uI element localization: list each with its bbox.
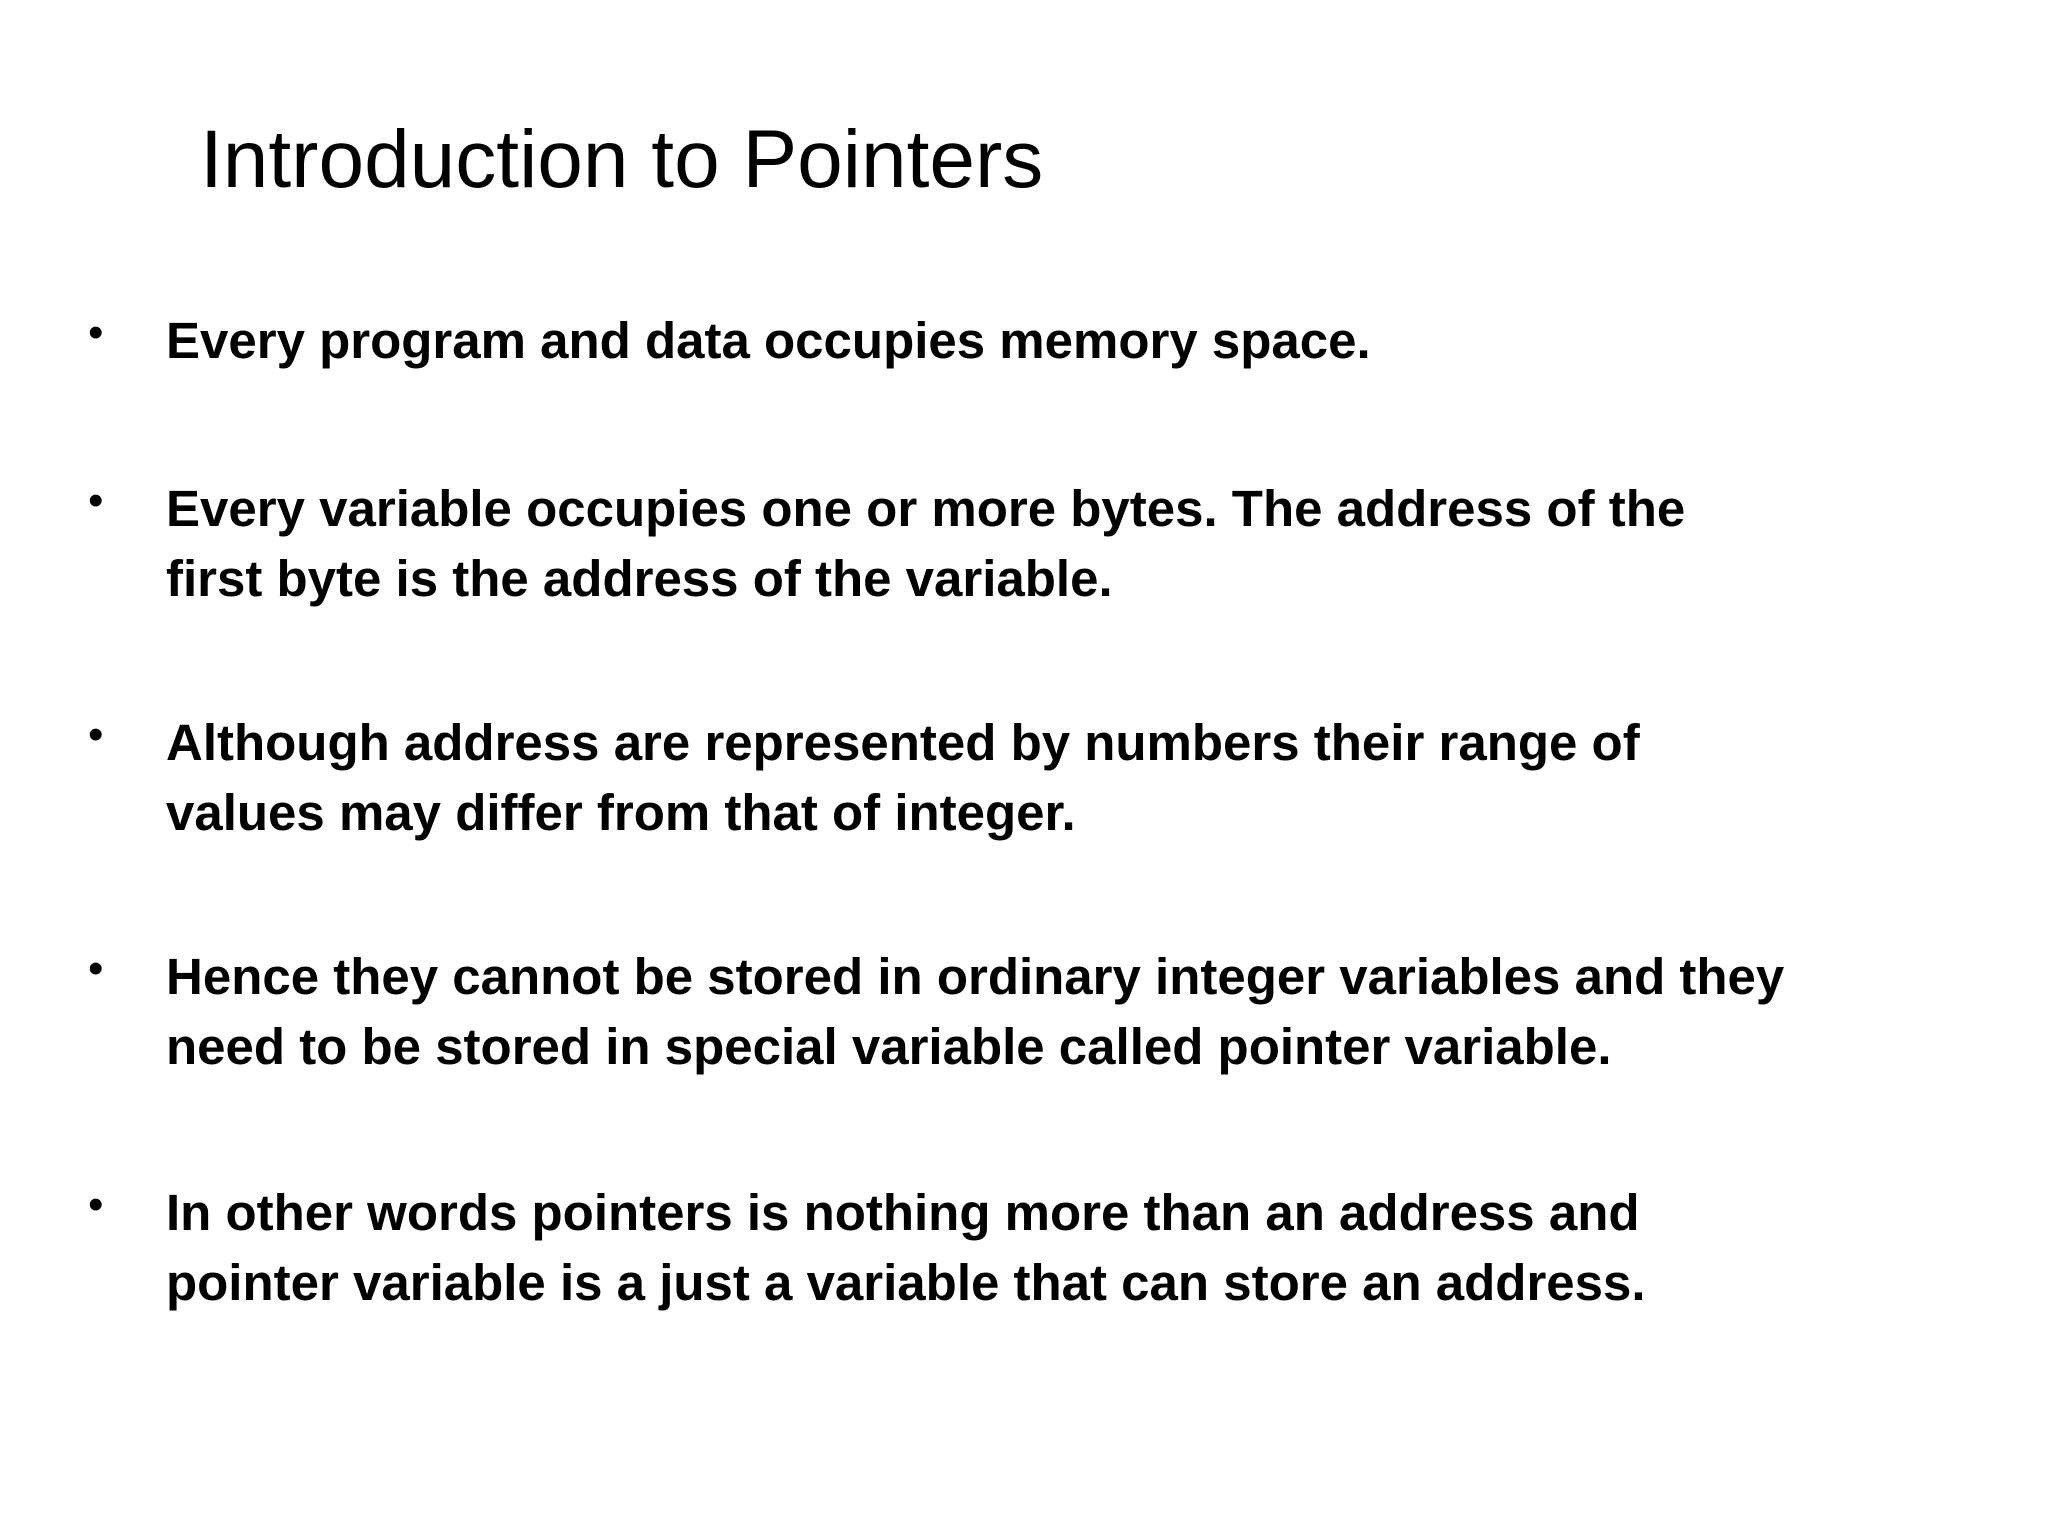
bullet-icon: • [88,476,104,525]
bullet-text: Every variable occupies one or more bytes. The address of the first byte is the address of the variable. [166,480,1686,607]
bullet-text: Hence they cannot be stored in ordinary integer variables and they need to be stored in special variable called pointer variable. [166,948,1785,1075]
bullet-icon: • [88,308,104,357]
bullet-icon: • [88,1180,104,1229]
bullet-icon: • [88,944,104,993]
bullet-text: In other words pointers is nothing more than an address and pointer variable is a just a variable that can store an address. [166,1184,1646,1311]
bullet-icon: • [88,710,104,759]
bullet-text: Although address are represented by numbers their range of values may differ from that of integer. [166,714,1640,841]
slide-title: Introduction to Pointers [200,114,1044,205]
bullet-text: Every program and data occupies memory space. [166,312,1371,369]
